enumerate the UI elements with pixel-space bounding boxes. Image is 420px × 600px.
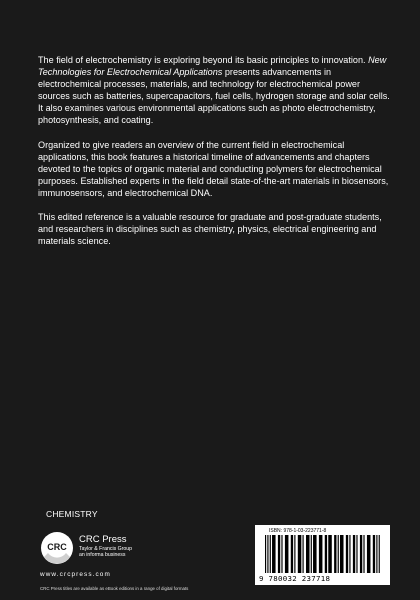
barcode-bar: [338, 535, 339, 573]
back-cover-blurb: [38, 54, 390, 259]
barcode-bar: [340, 535, 344, 573]
subject-category: CHEMISTRY: [46, 509, 98, 519]
barcode-bar: [291, 535, 293, 573]
barcode-bar: [272, 535, 276, 573]
barcode-bar: [363, 535, 364, 573]
publisher-name: CRC Press: [79, 534, 127, 545]
blurb-paragraph-3: This edited reference is a valuable resource for graduate and post-graduate students, and researchers in disciplines such as chemistry, physics, electrical engineering and materials science.: [38, 212, 382, 247]
barcode-bar: [360, 535, 362, 573]
publisher-group: [79, 546, 132, 559]
barcode-bar: [313, 535, 317, 573]
blurb-p1-rest: presents advancements in electrochemical processes, materials, and technology for electrochemical power sources such as batteries, supercapacitors, fuel cells, hydrogen storage and solar cells. It also examines various environmental applications such as photo electrochemistry, photosynthesis, and coating.: [38, 67, 390, 126]
barcode-bar: [334, 535, 336, 573]
isbn-number: ISBN: 978-1-03-223771-8: [269, 528, 327, 534]
barcode-bar: [311, 535, 312, 573]
barcode-bar: [353, 535, 355, 573]
publisher-block: [40, 531, 190, 571]
blurb-paragraph-2: Organized to give readers an overview of the current field in electrochemical applications, this book features a historical timeline of advancements and chapters devoted to the topics of organic material and conducting polymers for electrochemical purposes. Established experts in the field detail state-of-the-art materials in biosensors, immunosensors, and electrochemical DNA.: [38, 139, 389, 198]
publisher-group-line-1: Taylor & Francis Group: [79, 546, 133, 552]
crc-logo-icon: [40, 531, 74, 565]
barcode-bar: [265, 535, 266, 573]
crc-logo-text: CRC: [47, 542, 67, 552]
barcode-bar: [367, 535, 371, 573]
book-title: New Technologies for Electrochemical Applications: [38, 55, 387, 78]
barcode-bar: [306, 535, 310, 573]
barcode-bar: [376, 535, 377, 573]
barcode-bar: [328, 535, 332, 573]
barcode-bar: [281, 535, 282, 573]
barcode-bar: [278, 535, 280, 573]
isbn-barcode: [255, 525, 390, 585]
ebook-footnote: CRC Press titles are available as eBook editions in a range of digital formats: [40, 586, 189, 591]
barcode-bar: [325, 535, 327, 573]
barcode-bar: [298, 535, 302, 573]
barcode-bar: [270, 535, 271, 573]
barcode-bar: [294, 535, 295, 573]
barcode-bar: [349, 535, 350, 573]
publisher-website: www.crcpress.com: [40, 571, 111, 578]
barcode-bars: [265, 535, 381, 575]
barcode-bar: [346, 535, 348, 573]
barcode-bar: [373, 535, 375, 573]
barcode-bar: [379, 535, 380, 573]
blurb-paragraph-1: [38, 54, 390, 127]
barcode-bar: [319, 535, 323, 573]
blurb-p1-intro: The field of electrochemistry is exploring beyond its basic principles to innovation.: [38, 55, 369, 65]
publisher-group-line-2: an informa business: [79, 552, 126, 559]
barcode-bar: [302, 535, 303, 573]
barcode-bar: [267, 535, 268, 573]
barcode-bar: [285, 535, 289, 573]
barcode-bar: [356, 535, 357, 573]
barcode-digits: 9 780032 237718: [259, 574, 331, 583]
